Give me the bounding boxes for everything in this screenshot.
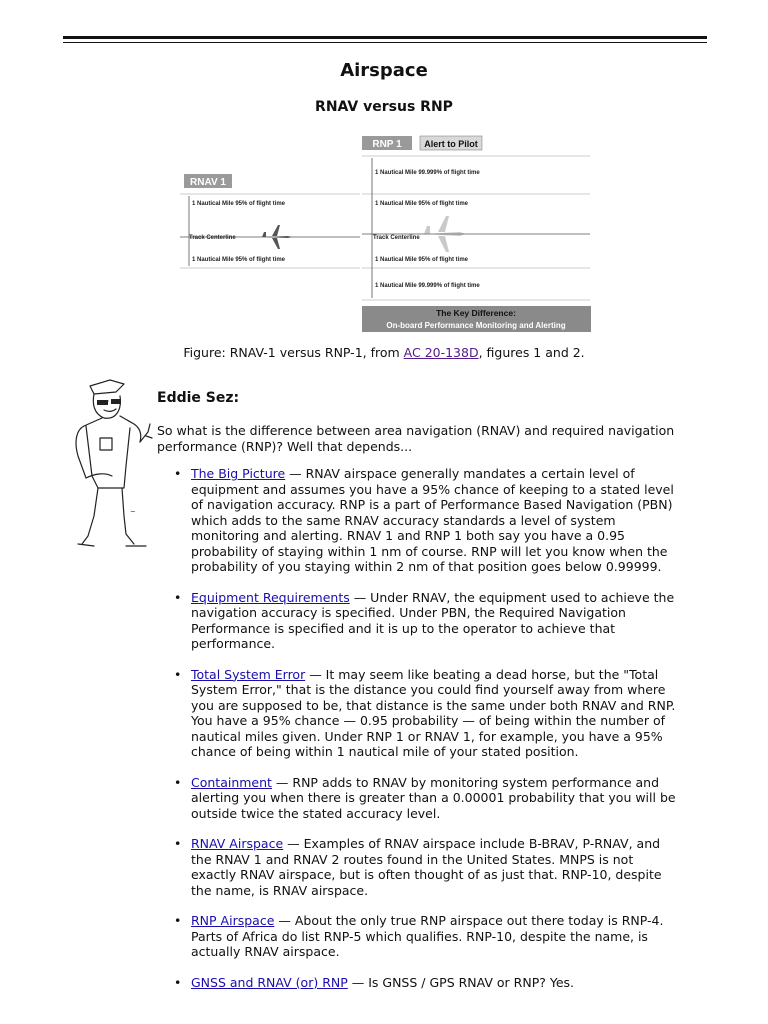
rnav-track-label: Track Centerline [189, 235, 236, 241]
bullet: • [174, 774, 182, 790]
list-item [157, 590, 677, 652]
list-item [157, 836, 677, 898]
topic-list [157, 466, 677, 1005]
intro-paragraph: So what is the difference between area navigation (RNAV) and required navigation performance (RNP)? Well that depends... [157, 423, 675, 454]
list-item-text: — Is GNSS / GPS RNAV or RNP? Yes. [347, 974, 575, 990]
bullet: • [174, 666, 182, 682]
bullet: • [174, 913, 182, 928]
page-title: Airspace [340, 60, 428, 81]
rnav-label: RNAV 1 [190, 177, 226, 188]
big-picture-link[interactable]: The Big Picture [191, 466, 286, 481]
section-heading: Eddie Sez: [157, 390, 240, 406]
list-item-text: — Examples of RNAV airspace include B-BRAV, P-RNAV, and the RNAV 1 and RNAV 2 routes found in the United States. MNPS is not exactly RNAV airspace, but is often thought of as just that. RNP-10, despite the name, is RNAV airspace. [191, 836, 662, 898]
rnav-panel [180, 174, 360, 326]
rnp-track-label: Track Centerline [373, 235, 420, 241]
top-rule-thick [63, 36, 707, 39]
bullet: • [174, 974, 182, 990]
gnss-rnav-rnp-link[interactable]: GNSS and RNAV (or) RNP [191, 974, 348, 990]
list-item [157, 975, 677, 991]
page-subtitle: RNAV versus RNP [315, 99, 453, 115]
caption-text: Figure: RNAV-1 versus RNP-1, from [183, 345, 404, 360]
eddie-cartoon-icon [64, 376, 156, 560]
list-item [157, 667, 677, 760]
rnp-airspace-link[interactable]: RNP Airspace [191, 913, 275, 928]
containment-link[interactable]: Containment [191, 774, 272, 790]
rnav-95-bottom: 1 Nautical Mile 95% of flight time [192, 257, 286, 263]
equipment-requirements-link[interactable]: Equipment Requirements [191, 589, 350, 605]
list-item [157, 913, 677, 960]
alert-to-pilot-label: Alert to Pilot [424, 139, 478, 149]
total-system-error-link[interactable]: Total System Error [191, 666, 306, 682]
top-rule-thin [63, 42, 707, 43]
list-item [157, 466, 677, 575]
list-item-text: — Under RNAV, the equipment used to achieve the navigation accuracy is specified. Under PBN, the Required Navigation Performance is specified and it is up to the operator to achieve that performance. [191, 589, 675, 651]
key-difference-subtitle: On-board Performance Monitoring and Alerting [386, 321, 566, 330]
bullet: • [174, 589, 182, 605]
list-item [157, 775, 677, 822]
airplane-faded-icon [424, 216, 466, 252]
rnav-rnp-figure [176, 134, 592, 334]
bullet: • [174, 836, 182, 851]
rnav-airspace-link[interactable]: RNAV Airspace [191, 836, 284, 851]
list-item-text: — RNP adds to RNAV by monitoring system performance and alerting you when there is greater than a 0.00001 probability that you will be outside twice the stated accuracy level. [191, 774, 676, 821]
rnp-99-top: 1 Nautical Mile 99.999% of flight time [375, 170, 480, 176]
rnp-label: RNP 1 [372, 139, 402, 150]
list-item-text: — RNAV airspace generally mandates a certain level of equipment and assumes you have a 95% chance of keeping to a stated level of navigation accuracy. RNP is a part of Performance Based Navigation (PBN) which adds to the same RNAV accuracy standards a level of system monitoring and alerting. RNAV 1 and RNP 1 both say you have a 0.95 probability of staying within 1 nm of course. RNP will let you know when the probability of you staying within 2 nm of that position goes below 0.99999. [191, 466, 674, 574]
caption-text-end: , figures 1 and 2. [478, 345, 585, 360]
rnp-95-top: 1 Nautical Mile 95% of flight time [375, 201, 469, 207]
list-item-text: — It may seem like beating a dead horse, but the "Total System Error," that is the distance you could find yourself away from where you are supposed to be, that distance is the same under both RNAV and RNP. You have a 95% chance — 0.95 probability — of being within the number of nautical miles given. Under RNP 1 or RNAV 1, for example, you have a 95% chance of being within 1 nautical mile of your stated position. [191, 666, 676, 759]
rnp-99-bottom: 1 Nautical Mile 99.999% of flight time [375, 283, 480, 289]
list-item-text: — About the only true RNP airspace out there today is RNP-4. Parts of Africa do list RNP-5 which qualifies. RNP-10, despite the name, is actually RNAV airspace. [191, 913, 664, 959]
bullet: • [174, 466, 182, 481]
signature-scribble: ~ [130, 508, 136, 516]
key-difference-title: The Key Difference: [436, 308, 516, 318]
rnav-95-top: 1 Nautical Mile 95% of flight time [192, 201, 286, 207]
figure-caption [0, 345, 768, 360]
rnp-95-bottom: 1 Nautical Mile 95% of flight time [375, 257, 469, 263]
ac-20-138d-link[interactable]: AC 20-138D [403, 345, 479, 360]
